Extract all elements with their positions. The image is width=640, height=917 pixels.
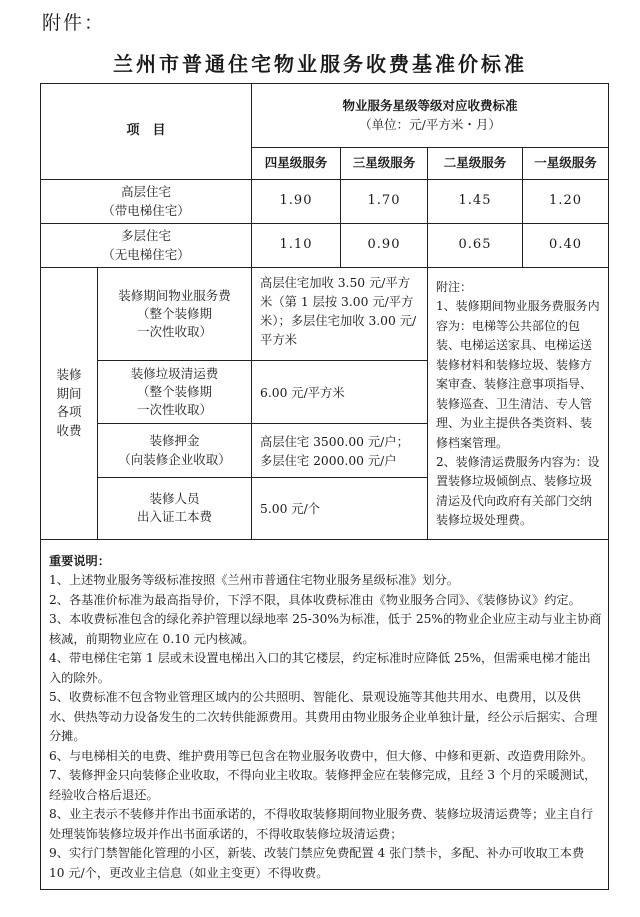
level-one-star: 一星级服务 (523, 148, 609, 180)
renovation-row-service-fee (41, 268, 609, 361)
value-cell: 1.70 (341, 180, 428, 224)
renovation-category-label: 装修期间各项收费 (56, 366, 82, 439)
deposit-multistory: 多层住宅 2000.00 元/户 (260, 453, 397, 468)
notes-title: 附注： (436, 280, 473, 294)
important-item: 3、本收费标准包含的绿化养护管理以绿地率 25-30%为标准，低于 25%的物业企业应主动与业主协商核减，前期物业应在 0.10 元内核减。 (49, 612, 602, 646)
value-cell: 1.10 (252, 224, 341, 268)
important-item: 1、上述物业服务等级标准按照《兰州市普通住宅物业服务星级标准》划分。 (49, 573, 459, 588)
important-item: 5、收费标准不包含物业管理区域内的公共照明、智能化、景观设施等其他共用水、电费用，以及供水、供热等动力设备发生的二次转供能源费用。其费用由物业服务企业单独计量，经公示后据实、合理分摊。 (49, 690, 598, 744)
level-three-star: 三星级服务 (341, 148, 428, 180)
note-item: 1、装修期间物业服务费服务内容为：电梯等公共部位的包装、电梯运送家具、电梯运送装修材料和装修垃圾、装修方案审查、装修注意事项指导、装修巡查、卫生清洁、专人管理、为业主提供各类资料、装修档案管理。 (436, 299, 600, 450)
table-row-highrise (41, 180, 609, 224)
row-label-multistory (41, 224, 252, 268)
deposit-highrise: 高层住宅 3500.00 元/户； (260, 434, 409, 449)
renovation-item-title: 装修押金 (149, 433, 200, 449)
value-cell: 1.20 (523, 180, 609, 224)
important-item: 8、业主表示不装修并作出书面承诺的，不得收取装修期间物业服务费、装修垃圾清运费等；业主自行处理装饰装修垃圾并作出书面承诺的，不得收取装修垃圾清运费； (49, 807, 594, 841)
row-label-highrise (41, 180, 252, 224)
table-row-multistory (41, 224, 609, 268)
important-item: 7、装修押金只向装修企业收取，不得向业主收取。装修押金应在装修完成，且经 3 个月的采暖测试，经验收合格后退还。 (49, 768, 597, 802)
notes-cell (428, 268, 609, 540)
header-row-1 (41, 84, 609, 148)
renovation-item-name (98, 477, 252, 539)
renovation-item-sub: 出入证工本费 (137, 509, 213, 525)
level-two-star: 二星级服务 (428, 148, 523, 180)
header-standard (252, 84, 609, 148)
important-notes-row (41, 539, 609, 890)
level-four-star: 四星级服务 (252, 148, 341, 180)
important-item: 2、各基准价标准为最高指导价，下浮不限，具体收费标准由《物业服务合同》、《装修协议》约定。 (49, 592, 581, 607)
row-label-main: 多层住宅 (121, 228, 172, 244)
value-cell: 1.90 (252, 180, 341, 224)
attachment-label: 附件： (42, 12, 106, 34)
renovation-item-title: 装修期间物业服务费 (118, 287, 231, 303)
header-item: 项 目 (41, 84, 252, 180)
important-notes (41, 539, 609, 890)
renovation-item-sub: 一次性收取） (137, 402, 213, 418)
renovation-item-sub: （向装修企业收取） (118, 451, 231, 467)
value-cell: 1.45 (428, 180, 523, 224)
renovation-item-sub: （整个装修期 (137, 384, 213, 400)
note-item: 2、装修清运费服务内容为：设置装修垃圾倾倒点、装修垃圾清运及代向政府有关部门交纳装修垃圾处理费。 (436, 454, 600, 528)
row-label-main: 高层住宅 (121, 184, 172, 200)
important-item: 9、实行门禁智能化管理的小区，新装、改装门禁应免费配置 4 张门禁卡，多配、补办可收取工本费 10 元/个，更改业主信息（如业主变更）不得收费。 (49, 846, 585, 880)
renovation-item-fee: 高层住宅加收 3.50 元/平方米（第 1 层按 3.00 元/平方米）；多层住宅加收 3.00 元/平方米 (252, 268, 428, 361)
renovation-item-title: 装修人员 (149, 491, 200, 507)
renovation-item-sub: 一次性收取） (137, 324, 213, 340)
renovation-item-fee (252, 424, 428, 477)
renovation-item-name (98, 268, 252, 361)
fee-table (40, 83, 609, 890)
renovation-item-name (98, 424, 252, 477)
renovation-item-fee: 6.00 元/平方米 (252, 361, 428, 424)
row-label-sub: （带电梯住宅） (102, 202, 190, 218)
standard-unit: （单位：元/平方米・月） (359, 116, 501, 132)
value-cell: 0.65 (428, 224, 523, 268)
renovation-item-title: 装修垃圾清运费 (130, 366, 219, 382)
standard-title: 物业服务星级等级对应收费标准 (342, 98, 518, 114)
important-item: 4、带电梯住宅第 1 层或未设置电梯出入口的其它楼层，约定标准时应降低 25%，但需乘电梯才能出入的除外。 (49, 651, 591, 685)
important-item: 6、与电梯相关的电费、维护费用等已包含在物业服务收费中，但大修、中修和更新、改造费用除外。 (49, 748, 594, 763)
row-label-sub: （无电梯住宅） (102, 246, 190, 262)
renovation-item-name (98, 361, 252, 424)
renovation-item-sub: （整个装修期 (137, 305, 213, 321)
value-cell: 0.90 (341, 224, 428, 268)
renovation-category (41, 268, 98, 540)
renovation-item-fee: 5.00 元/个 (252, 477, 428, 539)
value-cell: 0.40 (523, 224, 609, 268)
important-title: 重要说明： (49, 553, 110, 568)
page-title: 兰州市普通住宅物业服务收费基准价标准 (113, 52, 527, 76)
